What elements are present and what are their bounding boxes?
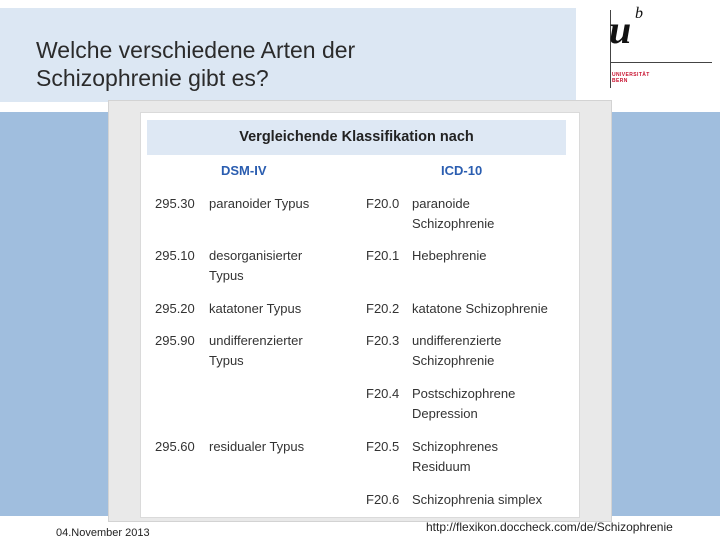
table-cell-line: katatone Schizophrenie <box>412 301 548 316</box>
source-link[interactable]: http://flexikon.doccheck.com/de/Schizophrenie <box>426 520 673 534</box>
slide-title <box>36 36 556 92</box>
table-cell-line: 295.20 <box>155 301 195 316</box>
table-cell-dsm-name <box>209 437 359 457</box>
logo-divider-horizontal <box>610 62 712 63</box>
logo-text-line-2: BERN <box>612 78 628 84</box>
table-cell-line: Schizophrenes <box>412 439 498 454</box>
logo-text <box>612 72 650 84</box>
table-cell-line: katatoner Typus <box>209 301 302 316</box>
table-cell-line: F20.5 <box>366 439 400 454</box>
table-cell-dsm-name <box>209 299 359 319</box>
table-cell-line: F20.1 <box>366 248 400 263</box>
table-cell-line: Schizophrenia simplex <box>412 492 543 507</box>
table-title: Vergleichende Klassifikation nach <box>147 120 566 155</box>
table-cell-icd-name <box>412 384 572 424</box>
column-heading-dsm: DSM-IV <box>221 163 267 178</box>
table-cell-dsm-code <box>155 299 205 319</box>
table-cell-line: Hebephrenie <box>412 248 487 263</box>
table-cell-line: paranoide <box>412 196 470 211</box>
table-cell-icd-name <box>412 331 572 371</box>
slide-date: 04.November 2013 <box>56 527 150 539</box>
table-cell-icd-code <box>366 437 408 457</box>
table-cell-dsm-name <box>209 194 359 214</box>
table-cell-icd-code <box>366 299 408 319</box>
slide-title-line-2: Schizophrenie gibt es? <box>36 65 269 91</box>
table-cell-icd-name <box>412 490 572 510</box>
logo-text-line-1: UNIVERSITÄT <box>612 72 650 78</box>
table-cell-dsm-code <box>155 194 205 214</box>
column-heading-icd: ICD-10 <box>441 163 483 178</box>
table-cell-line: 295.10 <box>155 248 195 263</box>
table-cell-line: F20.2 <box>366 301 400 316</box>
logo-superscript: b <box>635 5 643 22</box>
table-cell-line: Schizophrenie <box>412 216 495 231</box>
slide-title-line-1: Welche verschiedene Arten der <box>36 37 356 63</box>
table-cell-line: F20.4 <box>366 386 400 401</box>
table-cell-line: Typus <box>209 353 244 368</box>
table-cell-line: undifferenzierter <box>209 333 303 348</box>
table-cell-line: paranoider Typus <box>209 196 310 211</box>
table-cell-icd-name <box>412 437 572 477</box>
table-cell-line: F20.0 <box>366 196 400 211</box>
table-cell-line: undifferenzierte <box>412 333 502 348</box>
table-cell-line: Postschizophrene <box>412 386 516 401</box>
table-cell-line: 295.90 <box>155 333 195 348</box>
table-cell-icd-name <box>412 299 572 319</box>
table-cell-icd-code <box>366 384 408 404</box>
table-cell-line: 295.60 <box>155 439 195 454</box>
table-cell-line: F20.3 <box>366 333 400 348</box>
table-cell-line: residualer Typus <box>209 439 305 454</box>
table-cell-line: Typus <box>209 268 244 283</box>
logo-letter: u <box>609 7 632 52</box>
table-cell-dsm-code <box>155 331 205 351</box>
table-cell-dsm-name <box>209 246 359 286</box>
table-cell-icd-code <box>366 490 408 510</box>
table-cell-dsm-code <box>155 246 205 266</box>
table-cell-line: Residuum <box>412 459 471 474</box>
table-cell-icd-code <box>366 246 408 266</box>
table-cell-icd-code <box>366 331 408 351</box>
table-cell-icd-name <box>412 246 572 266</box>
table-cell-icd-name <box>412 194 572 234</box>
table-cell-dsm-name <box>209 331 359 371</box>
table-cell-line: Depression <box>412 406 478 421</box>
university-logo <box>606 5 712 92</box>
table-cell-icd-code <box>366 194 408 214</box>
table-cell-line: 295.30 <box>155 196 195 211</box>
table-cell-dsm-code <box>155 437 205 457</box>
table-cell-line: Schizophrenie <box>412 353 495 368</box>
table-cell-line: F20.6 <box>366 492 400 507</box>
table-cell-line: desorganisierter <box>209 248 303 263</box>
